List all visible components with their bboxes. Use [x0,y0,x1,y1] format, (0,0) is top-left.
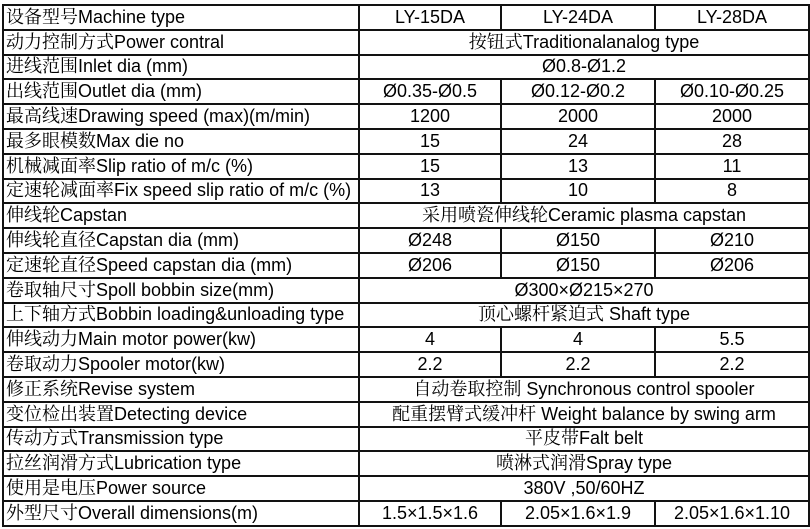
row-value: 4 [501,327,655,352]
row-label: 定速轮减面率Fix speed slip ratio of m/c (%) [3,179,359,204]
row-label: 伸线轮直径Capstan dia (mm) [3,228,359,253]
row-label: 使用是电压Power source [3,476,359,501]
row-value: 2000 [501,104,655,129]
table-row [3,179,809,204]
table-row [3,476,809,501]
table-row [3,327,809,352]
table-row [3,129,809,154]
row-value: Ø0.10-Ø0.25 [655,79,809,104]
row-label: 拉丝润滑方式Lubrication type [3,451,359,476]
table-row [3,228,809,253]
table-row [3,253,809,278]
row-label: 出线范围Outlet dia (mm) [3,79,359,104]
row-value: Ø248 [359,228,501,253]
row-value: Ø206 [359,253,501,278]
row-value: LY-15DA [359,5,501,30]
table-row [3,5,809,30]
row-value: 2.05×1.6×1.9 [501,501,655,526]
row-value-merged: 喷淋式润滑Spray type [359,451,809,476]
row-value: 2.05×1.6×1.10 [655,501,809,526]
row-value: 28 [655,129,809,154]
table-row [3,154,809,179]
row-value: 11 [655,154,809,179]
spec-table [2,4,810,527]
row-label: 上下轴方式Bobbin loading&unloading type [3,303,359,328]
row-label: 伸线轮Capstan [3,203,359,228]
row-value-merged: 采用喷瓷伸线轮Ceramic plasma capstan [359,203,809,228]
table-row [3,352,809,377]
row-value: 4 [359,327,501,352]
row-value-merged: 配重摆臂式缓冲杆 Weight balance by swing arm [359,402,809,427]
table-row [3,451,809,476]
row-label: 变位检出装置Detecting device [3,402,359,427]
row-label: 最多眼模数Max die no [3,129,359,154]
row-value: 2.2 [501,352,655,377]
row-value: 5.5 [655,327,809,352]
row-value-merged: 380V ,50/60HZ [359,476,809,501]
row-value: 2000 [655,104,809,129]
table-row [3,402,809,427]
row-label: 进线范围Inlet dia (mm) [3,55,359,80]
row-value: Ø0.35-Ø0.5 [359,79,501,104]
row-value-merged: Ø0.8-Ø1.2 [359,55,809,80]
row-label: 卷取轴尺寸Spoll bobbin size(mm) [3,278,359,303]
row-value: 15 [359,129,501,154]
table-row [3,278,809,303]
table-row [3,427,809,452]
row-label: 卷取动力Spooler motor(kw) [3,352,359,377]
row-label: 动力控制方式Power contral [3,30,359,55]
table-row [3,30,809,55]
row-value: 8 [655,179,809,204]
row-value: Ø206 [655,253,809,278]
row-value: 1200 [359,104,501,129]
row-value: 2.2 [655,352,809,377]
row-label: 伸线动力Main motor power(kw) [3,327,359,352]
row-value: 15 [359,154,501,179]
table-row [3,377,809,402]
row-value: Ø0.12-Ø0.2 [501,79,655,104]
row-value-merged: Ø300×Ø215×270 [359,278,809,303]
spec-table-body [3,5,809,526]
row-label: 定速轮直径Speed capstan dia (mm) [3,253,359,278]
row-value: Ø150 [501,253,655,278]
table-row [3,104,809,129]
table-row [3,203,809,228]
row-label: 外型尺寸Overall dimensions(m) [3,501,359,526]
row-value: 10 [501,179,655,204]
row-value-merged: 自动卷取控制 Synchronous control spooler [359,377,809,402]
row-value-merged: 顶心螺杆紧迫式 Shaft type [359,303,809,328]
row-label: 设备型号Machine type [3,5,359,30]
row-value-merged: 平皮带Falt belt [359,427,809,452]
row-value-merged: 按钮式Traditionalanalog type [359,30,809,55]
row-value: 1.5×1.5×1.6 [359,501,501,526]
row-value: 13 [359,179,501,204]
table-row [3,55,809,80]
table-row [3,79,809,104]
row-label: 最高线速Drawing speed (max)(m/min) [3,104,359,129]
row-value: 13 [501,154,655,179]
row-label: 机械减面率Slip ratio of m/c (%) [3,154,359,179]
table-row [3,303,809,328]
row-value: 24 [501,129,655,154]
row-value: Ø150 [501,228,655,253]
row-label: 修正系统Revise system [3,377,359,402]
row-value: 2.2 [359,352,501,377]
table-row [3,501,809,526]
row-label: 传动方式Transmission type [3,427,359,452]
row-value: Ø210 [655,228,809,253]
row-value: LY-24DA [501,5,655,30]
row-value: LY-28DA [655,5,809,30]
